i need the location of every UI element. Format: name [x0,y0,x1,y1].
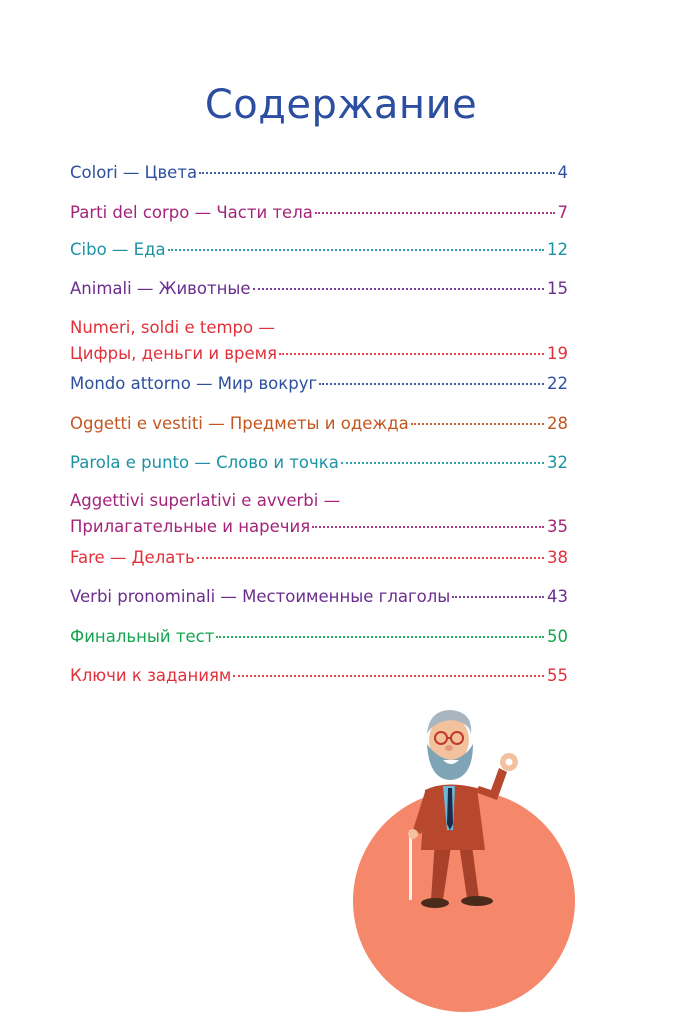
toc-entry-fare[interactable] [70,545,568,571]
toc-entry-colori[interactable] [70,160,568,186]
dot-leader [312,525,544,528]
toc-entry-numeri[interactable] [70,315,568,367]
toc-page-number: 4 [557,163,568,182]
toc-page-number: 7 [557,203,568,222]
toc-entry-title: Цифры, деньги и время [70,344,278,363]
toc-entry-title: Verbi pronominali — Местоименные глаголы [70,587,451,606]
toc-page-number: 35 [547,517,568,536]
dot-leader [168,248,544,251]
toc-entry-title-line1: Numeri, soldi e tempo — [70,318,275,337]
toc-page-number: 55 [547,666,568,685]
dot-leader [411,422,544,425]
toc-page-number: 22 [547,374,568,393]
toc-entry-animali[interactable] [70,276,568,302]
toc-entry-parti-del-corpo[interactable] [70,200,568,226]
toc-entry-title: Fare — Делать [70,548,195,567]
toc-page-number: 38 [547,548,568,567]
toc-page-number: 32 [547,453,568,472]
toc-entry-title: Mondo attorno — Мир вокруг [70,374,318,393]
toc-page-number: 12 [547,240,568,259]
toc-entry-title: Animali — Животные [70,279,251,298]
toc-entry-title: Colori — Цвета [70,163,198,182]
dot-leader [197,556,544,559]
toc-entry-mondo-attorno[interactable] [70,371,568,397]
toc-entry-title: Parola e punto — Слово и точка [70,453,339,472]
dot-leader [315,211,555,214]
dot-leader [279,352,544,355]
page-title: Содержание [204,82,478,128]
toc-page-number: 50 [547,627,568,646]
dot-leader [199,171,554,174]
toc-page-number: 28 [547,414,568,433]
toc-entry-final-test[interactable] [70,624,568,650]
dot-leader [216,635,544,638]
dot-leader [233,674,544,677]
toc-page-number: 15 [547,279,568,298]
toc-entry-aggettivi[interactable] [70,488,568,540]
dot-leader [341,461,544,464]
toc-entry-title: Cibo — Еда [70,240,166,259]
toc-entry-title: Parti del corpo — Части тела [70,203,313,222]
toc-entry-title: Финальный тест [70,627,215,646]
toc-page-number: 43 [547,587,568,606]
toc-page-number: 19 [547,344,568,363]
professor-character-icon [395,700,535,915]
dot-leader [319,382,544,385]
toc-entry-verbi-pronominali[interactable] [70,584,568,610]
dot-leader [253,287,544,290]
toc-entry-title: Oggetti e vestiti — Предметы и одежда [70,414,409,433]
toc-entry-oggetti[interactable] [70,411,568,437]
toc-entry-title: Прилагательные и наречия [70,517,311,536]
toc-entry-cibo[interactable] [70,237,568,263]
toc-entry-answer-keys[interactable] [70,663,568,689]
toc-entry-title: Ключи к заданиям [70,666,232,685]
toc-entry-parola[interactable] [70,450,568,476]
toc-entry-title-line1: Aggettivi superlativi e avverbi — [70,491,341,510]
dot-leader [452,595,544,598]
